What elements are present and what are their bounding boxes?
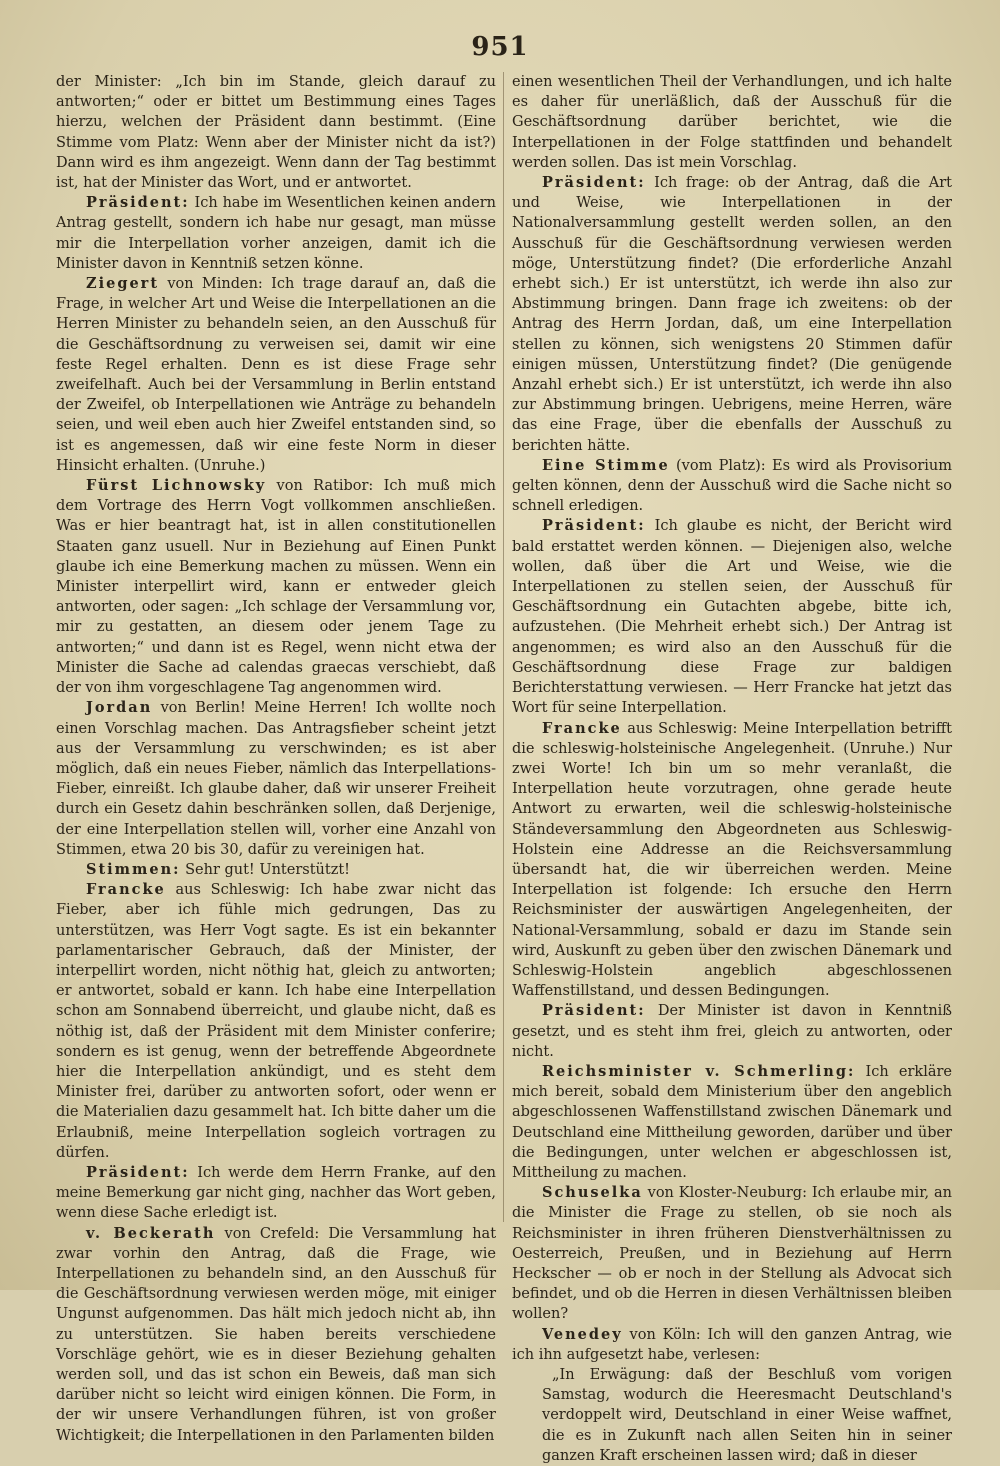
- paragraph: [512, 719, 952, 1002]
- speaker-name: Francke: [86, 881, 166, 899]
- paragraph-text: (vom Platz): Es wird als Provisorium gelten können, denn der Ausschuß wird die Sache nicht so schnell erledigen.: [512, 457, 952, 515]
- paragraph: [56, 476, 496, 698]
- paragraph: [56, 1163, 496, 1224]
- paragraph-text: Ich habe im Wesentlichen keinen andern Antrag gestellt, sondern ich habe nur gesagt, man müsse mir die Interpellation vorher anzeigen, damit ich die Minister davon in Kenntniß setzen könne.: [56, 195, 497, 272]
- paragraph-text: aus Schleswig: Ich habe zwar nicht das Fieber, aber ich fühle mich gedrungen, Das zu unterstützen, was Herr Vogt sagte. Es ist ein bekannter parlamentarischer Gebrauch, daß der Minister, der interpellirt worden, nicht nöthig hat, gleich zu antworten; er antwortet, sobald er kann. Ich habe eine Interpellation schon am Sonnabend überreicht, und glaube nicht, daß es nöthig ist, daß der Präsident mit dem Minister conferire; sondern es ist genug, wenn der betreffende Abgeordnete hier die Interpellation ankündigt, und es steht dem Minister frei, darüber zu antworten sofort, oder wenn er die Materialien dazu gesammelt hat. Ich bitte daher um die Erlaubniß, meine Interpellation sogleich vortragen zu dürfen.: [56, 882, 497, 1161]
- paragraph-text: von Minden: Ich trage darauf an, daß die Frage, in welcher Art und Weise die Interpellationen an die Herren Minister zu behandeln seien, an den Ausschuß für die Geschäftsordnung zu verweisen sei, damit wir eine feste Regel erhalten. Denn es ist diese Frage sehr zweifelhaft. Auch bei der Versammlung in Berlin entstand der Zweifel, ob Interpellationen wie Anträge zu behandeln seien, und weil eben auch hier Zweifel entstanden sind, so ist es angemessen, daß wir eine feste Norm in dieser Hinsicht erhalten. (Unruhe.): [56, 276, 496, 474]
- speaker-name: v. Beckerath: [86, 1224, 216, 1242]
- left-column: [56, 72, 497, 1444]
- paragraph: [56, 880, 496, 1163]
- paragraph-text: der Minister: „Ich bin im Stande, gleich darauf zu antworten;“ oder er bittet um Bestimmung eines Tages hierzu, welchen der Präsident dann bestimmt. (Eine Stimme vom Platz: Wenn aber der Minister nicht da ist?) Dann wird es ihm angezeigt. Wenn dann der Tag bestimmt ist, hat der Minister das Wort, und er antwortet.: [56, 74, 496, 192]
- page-number: 951: [471, 32, 529, 62]
- speaker-name: Ziegert: [86, 275, 160, 293]
- speaker-name: Präsident:: [86, 1163, 190, 1181]
- speaker-name: Jordan: [86, 699, 153, 717]
- paragraph: [512, 516, 952, 718]
- paragraph-text: von Berlin! Meine Herren! Ich wollte noch einen Vorschlag machen. Das Antragsfieber scheint jetzt aus der Versammlung zu verschwinden; es ist aber möglich, daß ein neues Fieber, nämlich das Interpellations-Fieber, einreißt. Ich glaube daher, daß wir unserer Freiheit durch ein Gesetz dahin beschränken sollen, daß Derjenige, der eine Interpellation stellen will, vorher eine Anzahl von Stimmen, etwa 20 bis 30, dafür zu vereinigen hat.: [56, 700, 496, 858]
- paragraph: [56, 698, 496, 860]
- paragraph: [56, 193, 496, 274]
- paragraph-text: von Crefeld: Die Versammlung hat zwar vorhin den Antrag, daß die Frage, wie Interpellationen zu behandeln sind, an den Ausschuß für die Geschäftsordnung verwiesen werden möge, mit einiger Ungunst aufgenommen. Das hält mich jedoch nicht ab, ihn zu unterstützen. Sie haben bereits verschiedene Vorschläge gehört, wie es in dieser Beziehung gehalten werden soll, und das ist schon ein Beweis, daß man sich darüber nicht so leicht wird einigen können. Die Form, in der wir unsere Verhandlungen führen, ist von großer Wichtigkeit; die Interpellationen in den Parlamenten bilden: [56, 1225, 497, 1444]
- paragraph: [56, 1224, 496, 1446]
- paragraph-text: von Ratibor: Ich muß mich dem Vortrage des Herrn Vogt vollkommen anschließen. Was er hier beantragt hat, ist in allen constitutionellen Staaten ganz usuell. Nur in Beziehung auf Einen Punkt glaube ich eine Bemerkung machen zu müssen. Wenn ein Minister interpellirt wird, kann er entweder gleich antworten, oder sagen: „Ich schlage der Versammlung vor, mir zu gestatten, an diesem oder jenem Tage zu antworten;“ und dann ist es Regel, wenn nicht etwa der Minister die Sache ad calendas graecas verschiebt, daß der von ihm vorgeschlagene Tag angenommen wird.: [56, 478, 496, 697]
- paragraph-text: von Kloster-Neuburg: Ich erlaube mir, an die Minister die Frage zu stellen, ob sie noch als Reichsminister in ihren früheren Dienstverhältnissen zu Oesterreich, Preußen, und in Beziehung auf Herrn Heckscher — ob er noch in der Stellung als Advocat sich befindet, und ob die Herren in diesen Verhältnissen bleiben wollen?: [512, 1185, 953, 1323]
- paragraph-text: Sehr gut! Unterstützt!: [185, 861, 350, 878]
- paragraph-text: Ich frage: ob der Antrag, daß die Art und Weise, wie Interpellationen in der Nationalversammlung gestellt werden sollen, an den Ausschuß für die Geschäftsordnung verwiesen werden möge, Unterstützung findet? (Die erforderliche Anzahl erhebt sich.) Er ist unterstützt, ich werde ihn also zur Abstimmung bringen. Dann frage ich zweitens: ob der Antrag des Herrn Jordan, daß, um eine Interpellation stellen zu können, sich wenigstens 20 Stimmen dafür einigen müssen, Unterstützung findet? (Die genügende Anzahl erhebt sich.) Er ist unterstützt, ich werde ihn also zur Abstimmung bringen. Uebrigens, meine Herren, wäre das eine Frage, über die ebenfalls der Ausschuß zu berichten hätte.: [512, 175, 953, 454]
- quoted-motion: [512, 1365, 952, 1466]
- paragraph-text: aus Schleswig: Meine Interpellation betrifft die schleswig-holsteinische Angelegenheit. (Unruhe.) Nur zwei Worte! Ich bin um so mehr veranlaßt, die Interpellation heute vorzutragen, ohne gerade heute Antwort zu erwarten, weil die schleswig-holsteinische Ständeversammlung den Abgeordneten aus Schleswig-Holstein eine Addresse an die Reichsversammlung übersandt hat, die wir überreichen werden. Meine Interpellation ist folgende: Ich ersuche den Herrn Reichsminister der auswärtigen Angelegenheiten, der National-Versammlung, sobald er dazu im Stande sein wird, Auskunft zu geben über den zwischen Dänemark und Schleswig-Holstein angeblich abgeschlossenen Waffenstillstand, und dessen Bedingungen.: [512, 720, 952, 1000]
- paragraph: [512, 173, 952, 456]
- paragraph: [512, 1183, 952, 1324]
- right-column: [512, 72, 953, 1464]
- speaker-name: Reichsminister v. Schmerling:: [542, 1062, 856, 1080]
- paragraph: [512, 72, 952, 173]
- paragraph-text: Ich erkläre mich bereit, sobald dem Ministerium über den angeblich abgeschlossenen Waffenstillstand zwischen Dänemark und Deutschland eine Mittheilung geworden, darüber und über die Bedingungen, unter welchen er abgeschlossen ist, Mittheilung zu machen.: [512, 1063, 953, 1181]
- paragraph-text: Ich glaube es nicht, der Bericht wird bald erstattet werden können. — Diejenigen also, welche wollen, daß über die Art und Weise, wie die Interpellationen zu stellen seien, der Ausschuß für Geschäftsordnung ein Gutachten abgebe, bitte ich, aufzustehen. (Die Mehrheit erhebt sich.) Der Antrag ist angenommen; es wird also an den Ausschuß für die Geschäftsordnung diese Frage zur baldigen Berichterstattung verwiesen. — Herr Francke hat jetzt das Wort für seine Interpellation.: [512, 518, 952, 717]
- paragraph: [512, 1062, 952, 1183]
- speaker-name: Präsident:: [542, 517, 646, 535]
- paragraph: [512, 1325, 952, 1365]
- speaker-name: Venedey: [542, 1325, 623, 1343]
- paragraph-text: Ich werde dem Herrn Franke, auf den meine Bemerkung gar nicht ging, nachher das Wort geben, wenn diese Sache erledigt ist.: [56, 1164, 496, 1222]
- paragraph: [56, 72, 496, 193]
- speaker-name: Eine Stimme: [542, 456, 670, 474]
- speaker-name: Schuselka: [542, 1184, 643, 1202]
- paragraph-text: Der Minister ist davon in Kenntniß gesetzt, und es steht ihm frei, gleich zu antworten, oder nicht.: [512, 1003, 952, 1060]
- paragraph-text: einen wesentlichen Theil der Verhandlungen, und ich halte es daher für unerläßlich, daß der Ausschuß für die Geschäftsordnung darüber berichtet, wie die Interpellationen in der Folge stattfinden und behandelt werden sollen. Das ist mein Vorschlag.: [512, 74, 952, 171]
- speaker-name: Fürst Lichnowsky: [86, 477, 267, 495]
- paragraph: [56, 274, 496, 476]
- paragraph: [512, 1001, 952, 1062]
- speaker-name: Präsident:: [542, 174, 646, 192]
- paragraph: [512, 456, 952, 517]
- paragraph-text: „In Erwägung: daß der Beschluß vom vorigen Samstag, wodurch die Heeresmacht Deutschland's verdoppelt wird, Deutschland in einer Weise waffnet, die es in Zukunft nach allen Seiten hin in seiner ganzen Kraft erscheinen lassen wird; daß in dieser: [542, 1367, 952, 1464]
- column-divider: [503, 72, 504, 1222]
- paragraph-text: von Köln: Ich will den ganzen Antrag, wie ich ihn aufgesetzt habe, verlesen:: [512, 1326, 952, 1363]
- speaker-name: Stimmen:: [86, 860, 181, 878]
- speaker-name: Francke: [542, 719, 622, 737]
- speaker-name: Präsident:: [86, 194, 190, 212]
- paragraph: [56, 860, 496, 880]
- speaker-name: Präsident:: [542, 1002, 646, 1020]
